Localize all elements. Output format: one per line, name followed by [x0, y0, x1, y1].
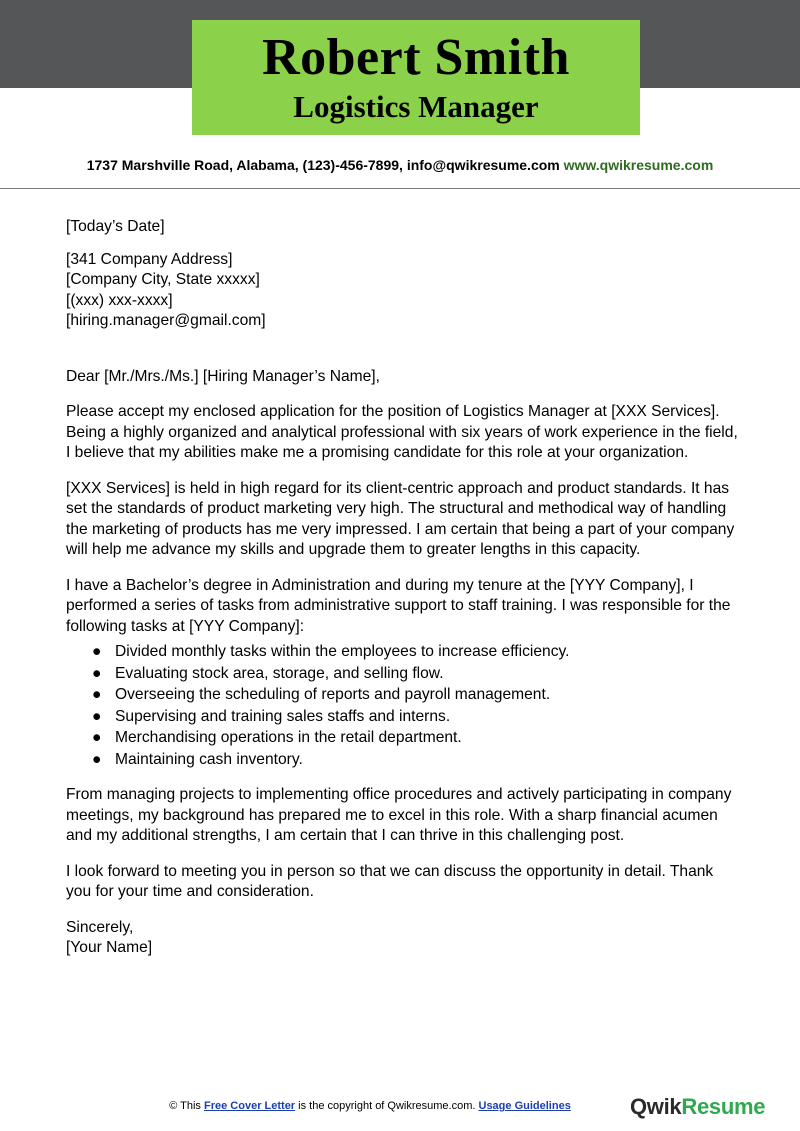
usage-guidelines-link[interactable]: Usage Guidelines [478, 1100, 571, 1112]
paragraph-background: From managing projects to implementing office procedures and actively participating in company meetings, my background has prepared me to excel in this role. With a sharp financial acumen and my additional strengths, I am certain that I can thrive in this challenging post. [66, 786, 732, 844]
signoff: Sincerely, [66, 918, 134, 936]
list-item-text: Maintaining cash inventory. [115, 750, 303, 768]
name-banner [192, 20, 640, 135]
header-divider [0, 188, 800, 189]
list-item-text: Evaluating stock area, storage, and selling flow. [115, 664, 444, 682]
free-cover-letter-link[interactable]: Free Cover Letter [204, 1100, 296, 1112]
job-title: Logistics Manager [293, 89, 539, 124]
website-link[interactable]: www.qwikresume.com [563, 157, 714, 173]
copyright-footer [0, 1099, 740, 1113]
applicant-name: Robert Smith [262, 29, 570, 86]
list-item [66, 684, 738, 706]
recipient-phone: [(xxx) xxx-xxxx] [66, 291, 173, 309]
recipient-block [66, 250, 738, 332]
list-item [66, 706, 738, 728]
list-item [66, 727, 738, 749]
logo-resume: Resume [681, 1094, 766, 1119]
list-item [66, 663, 738, 685]
recipient-city: [Company City, State xxxxx] [66, 271, 260, 288]
task-list [66, 641, 738, 770]
signature-name: [Your Name] [66, 939, 153, 956]
list-item [66, 749, 738, 771]
contact-line [0, 156, 800, 174]
bullet-icon: ● [92, 664, 102, 682]
paragraph-intro: Please accept my enclosed application for the position of Logistics Manager at [XXX Services]. Being a highly organized and analytical professional with six years of work experience in the field, I believe that my abilities make me a promising candidate for this role at your organization. [66, 403, 738, 461]
bullet-icon: ● [92, 750, 102, 768]
list-item [66, 641, 738, 663]
bullet-icon: ● [92, 686, 102, 703]
recipient-email: [hiring.manager@gmail.com] [66, 312, 266, 329]
letter-date: [Today’s Date] [66, 218, 165, 235]
bullet-icon: ● [92, 707, 102, 725]
copyright-prefix: © This [169, 1100, 204, 1112]
list-item-text: Overseeing the scheduling of reports and payroll management. [115, 686, 551, 703]
list-item-text: Merchandising operations in the retail department. [115, 729, 462, 746]
list-item-text: Supervising and training sales staffs and interns. [115, 707, 451, 725]
recipient-address: [341 Company Address] [66, 250, 233, 268]
copyright-middle: is the copyright of Qwikresume.com. [295, 1100, 479, 1112]
qwikresume-logo [630, 1094, 765, 1120]
logo-qwik: Qwik [630, 1094, 682, 1119]
paragraph-closing: I look forward to meeting you in person so that we can discuss the opportunity in detail. Thank you for your time and consideration. [66, 862, 714, 900]
paragraph-experience: I have a Bachelor’s degree in Administration and during my tenure at the [YYY Company], I performed a series of tasks from administrative support to staff training. I was responsible for the following tasks at [YYY Company]: [66, 576, 731, 635]
letter-body [66, 217, 738, 959]
salutation: Dear [Mr./Mrs./Ms.] [Hiring Manager’s Name], [66, 367, 380, 385]
contact-details: 1737 Marshville Road, Alabama, (123)-456-7899, info@qwikresume.com [86, 157, 560, 173]
bullet-icon: ● [92, 643, 102, 660]
paragraph-company: [XXX Services] is held in high regard for its client-centric approach and product standards. It has set the standards of product marketing very high. The structural and methodical way of handling the marketing of products has me very impressed. I am certain that being a part of your company will help me advance my skills and upgrade them to greater lengths in this capacity. [66, 479, 735, 558]
list-item-text: Divided monthly tasks within the employees to increase efficiency. [115, 643, 570, 660]
bullet-icon: ● [92, 729, 102, 746]
